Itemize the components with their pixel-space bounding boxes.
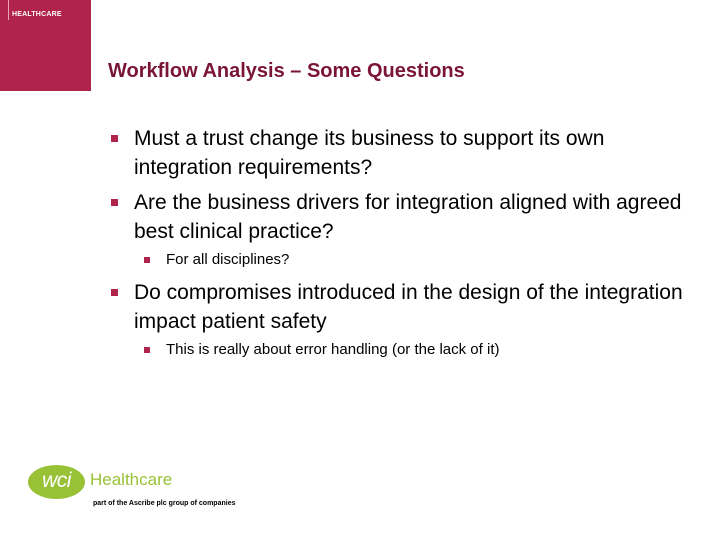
bullet-item xyxy=(108,124,688,182)
sub-bullet-square-icon xyxy=(144,347,150,353)
bullet-list xyxy=(108,124,688,368)
logo-mark: wci xyxy=(42,469,71,492)
sub-bullet-text: For all disciplines? xyxy=(166,251,290,268)
brand-label: HEALTHCARE xyxy=(12,11,62,18)
bullet-square-icon xyxy=(111,199,118,206)
slide-title: Workflow Analysis – Some Questions xyxy=(108,60,465,82)
sub-bullet-square-icon xyxy=(144,257,150,263)
bullet-square-icon xyxy=(111,289,118,296)
brand-divider xyxy=(8,0,9,20)
footer-tagline: part of the Ascribe plc group of companies xyxy=(93,500,236,507)
sub-bullet-text: This is really about error handling (or the lack of it) xyxy=(166,341,500,358)
bullet-square-icon xyxy=(111,135,118,142)
bullet-item xyxy=(108,278,688,336)
sub-bullet-item xyxy=(108,250,688,270)
bullet-text: Do compromises introduced in the design of the integration impact patient safety xyxy=(134,281,683,333)
bullet-text: Must a trust change its business to support its own integration requirements? xyxy=(134,127,605,179)
wci-logo-icon xyxy=(28,465,85,499)
brand-block xyxy=(0,0,91,91)
bullet-item xyxy=(108,188,688,246)
sub-bullet-item xyxy=(108,340,688,360)
bullet-text: Are the business drivers for integration aligned with agreed best clinical practice? xyxy=(134,191,682,243)
logo-wordmark: Healthcare xyxy=(90,470,173,489)
